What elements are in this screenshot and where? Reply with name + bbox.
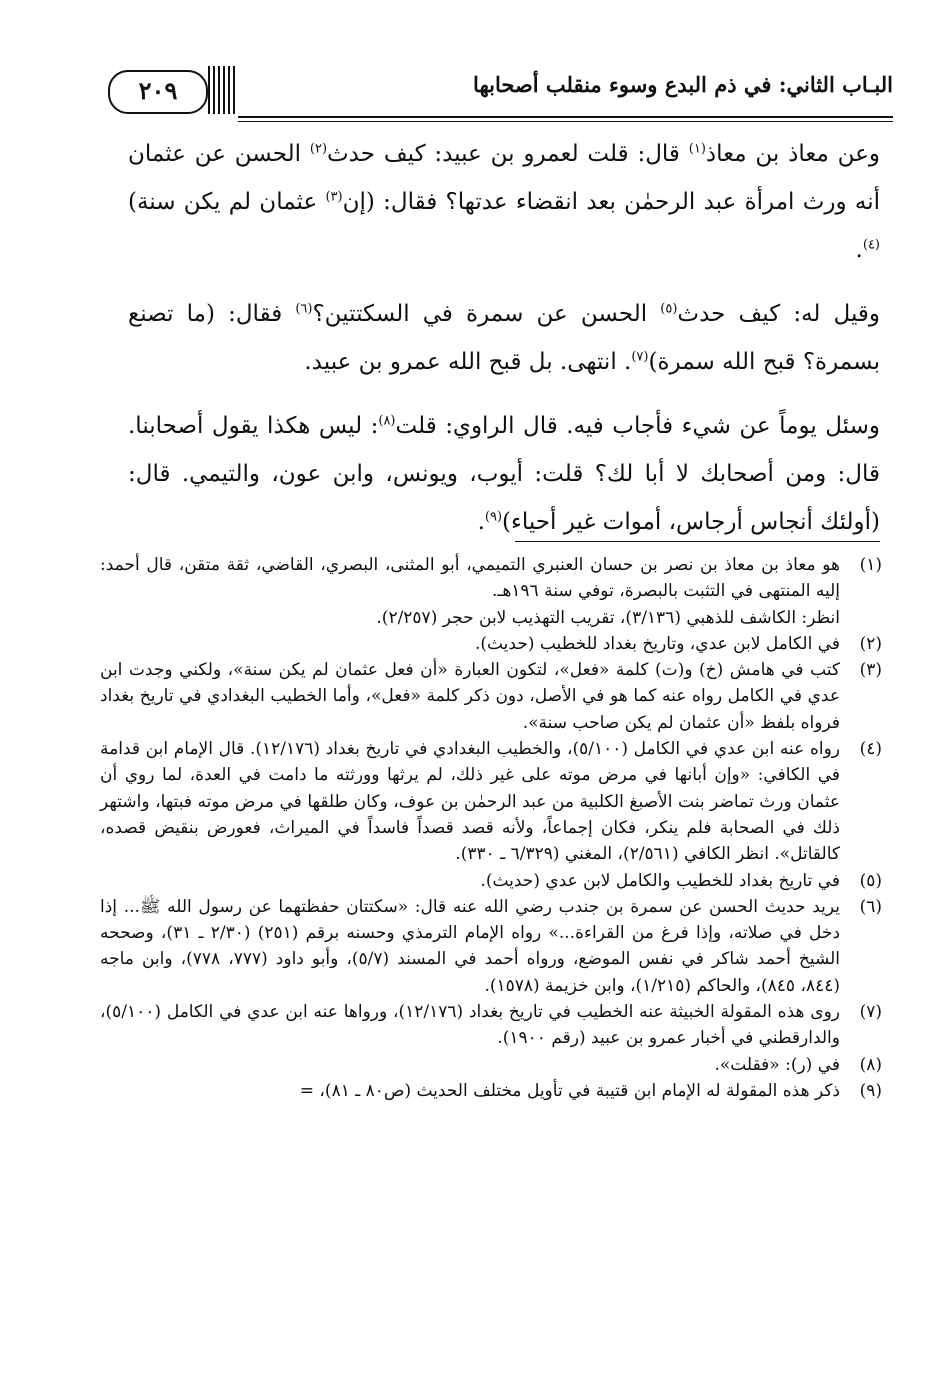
page-number-ornament <box>208 66 236 114</box>
text-run: . انتهى. بل قبح الله عمرو بن عبيد. <box>304 349 632 375</box>
footnote-ref: (٤) <box>862 237 880 253</box>
text-run: وسئل يوماً عن شيء فأجاب فيه. قال الراوي: قلت <box>395 413 880 439</box>
footnote-text <box>100 552 840 631</box>
footnote <box>100 1052 882 1078</box>
running-header <box>108 58 893 118</box>
footnote-number: (٥) <box>859 870 882 891</box>
footnote-number: (٧) <box>859 1002 882 1023</box>
footnote-ref: (٩) <box>484 509 503 525</box>
body-paragraph <box>128 290 880 386</box>
footnote-ref: (٧) <box>631 349 649 365</box>
text-run: الحسن عن عثمان أنه ورث امرأة عبد الرحمٰن بعد انقضاء عدتها؟ فقال: (إن <box>128 141 881 215</box>
footnote-ref: (١) <box>688 141 706 157</box>
footnote-ref: (٨) <box>378 413 396 429</box>
footnote-line: رواه عنه ابن عدي في الكامل (٥/١٠٠)، والخطيب البغدادي في تاريخ بغداد (١٢/١٧٦). قال الإمام ابن قدامة في الكافي: «وإن أبانها في مرض موته على غير ذلك، لم يرثها وورثته ما دامت في العدة، لما روي أن عثمان ورث تماضر بنت الأصبغ الكلبية من عبد الرحمٰن بن عوف، وكان طلقها في مرض موته فبتها، واشتهر ذلك في الصحابة فلم ينكر، فكان إجماعاً، ولأنه قصد قصداً فاسداً في الميراث، فعورض بنقيض قصده، كالقاتل». انظر الكافي (٢/٥٦١)، المغني (٦/٣٢٩ ـ ٣٣٠). <box>100 739 840 865</box>
footnote-text <box>100 999 840 1052</box>
body-paragraph <box>128 130 880 274</box>
footnote-line: روى هذه المقولة الخبيثة عنه الخطيب في تاريخ بغداد (١٢/١٧٦)، ورواها عنه ابن عدي في الكامل (٥/١٠٠)، والدارقطني في أخبار عمرو بن عبيد (رقم ١٩٠٠). <box>100 1002 840 1049</box>
footnote <box>100 868 882 894</box>
footnote-number: (٢) <box>859 633 882 654</box>
footnote-separator <box>515 541 880 542</box>
text-run: قال: قلت لعمرو بن عبيد: كيف حدث <box>327 141 689 167</box>
footnote <box>100 999 882 1052</box>
footnote-line: في (ر): «فقلت». <box>714 1054 840 1075</box>
footnote-text <box>100 1078 840 1104</box>
text-run: عثمان لم يكن سنة) <box>128 189 326 215</box>
footnote <box>100 631 882 657</box>
footnotes <box>100 552 882 1104</box>
header-rule <box>238 116 893 118</box>
footnote-ref: (٣) <box>325 189 343 205</box>
footnote-ref: (٢) <box>309 141 328 157</box>
text-run: فقال: (ما تصنع بسمرة؟ قبح الله سمرة) <box>128 301 880 375</box>
footnote-line: في تاريخ بغداد للخطيب والكامل لابن عدي (حديث). <box>480 870 840 891</box>
text-run: الحسن عن سمرة في السكتتين؟ <box>312 301 661 327</box>
footnote-number: (٤) <box>859 739 882 760</box>
footnote <box>100 552 882 631</box>
footnote-text <box>100 868 840 894</box>
page-number: ٢٠٩ <box>108 70 208 114</box>
text-run: وقيل له: كيف حدث <box>677 301 881 327</box>
footnote <box>100 1078 882 1104</box>
body-paragraph <box>128 402 880 546</box>
footnote-line: في الكامل لابن عدي، وتاريخ بغداد للخطيب (حديث). <box>474 633 840 654</box>
footnote-ref: (٦) <box>295 301 313 317</box>
footnote-line: انظر: الكاشف للذهبي (٣/١٣٦)، تقريب التهذيب لابن حجر (٢/٢٥٧). <box>376 607 840 628</box>
footnote-number: (٦) <box>859 896 882 917</box>
text-run: وعن معاذ بن معاذ <box>705 141 880 167</box>
footnote <box>100 736 882 867</box>
footnote-text <box>100 736 840 867</box>
footnote-text <box>100 631 840 657</box>
header-rule-thin <box>238 121 893 122</box>
footnote-line: هو معاذ بن معاذ بن نصر بن حسان العنبري التميمي، أبو المثنى، البصري، القاضي، ثقة متقن، قال أحمد: إليه المنتهى في التثبت بالبصرة، توفي سنة ١٩٦هـ. <box>100 555 840 602</box>
footnote-line: كتب في هامش (خ) و(ت) كلمة «فعل»، لتكون العبارة «أن فعل عثمان لم يكن سنة»، ولكني وجدت ابن عدي في الكامل رواه عنه كما هو في الأصل، دون ذكر كلمة «فعل»، وأما الخطيب البغدادي في تاريخ بغداد فرواه بلفظ «أن عثمان لم يكن صاحب سنة». <box>100 660 840 733</box>
text-run: . <box>477 509 485 535</box>
footnote <box>100 657 882 736</box>
footnote-number: (٩) <box>859 1080 882 1101</box>
footnote-text <box>100 1052 840 1078</box>
footnote-ref: (٥) <box>660 301 678 317</box>
footnote-text <box>100 894 840 999</box>
footnote-number: (٨) <box>859 1054 882 1075</box>
text-run: . <box>855 237 863 263</box>
footnote-text <box>100 657 840 736</box>
footnote-number: (١) <box>859 555 882 575</box>
text-run: : ليس هكذا يقول أصحابنا. قال: ومن أصحابك لا أبا لك؟ قلت: أيوب، ويونس، وابن عون، والتيمي. قال: (أولئك أنجاس أرجاس، أموات غير أحياء) <box>128 413 880 535</box>
footnote-number: (٣) <box>859 660 882 681</box>
footnote <box>100 894 882 999</box>
footnote-line: يريد حديث الحسن عن سمرة بن جندب رضي الله عنه قال: «سكتتان حفظتهما عن رسول الله ﷺ... إذا دخل في صلاته، وإذا فرغ من القراءة...» رواه الإمام الترمذي وحسنه برقم (٢٥١) (٢/٣٠ ـ ٣١)، وصححه الشيخ أحمد شاكر في نفس الموضع، ورواه أحمد في المسند (٥/٧)، وأبو داود (٧٧٧، ٧٧٨)، وابن ماجه (٨٤٤، ٨٤٥)، والحاكم (١/٢١٥)، وابن خزيمة (١٥٧٨). <box>100 896 841 996</box>
footnote-line: ذكر هذه المقولة له الإمام ابن قتيبة في تأويل مختلف الحديث (ص٨٠ ـ ٨١)، = <box>299 1080 840 1101</box>
chapter-title: البـاب الثاني: في ذم البدع وسوء منقلب أصحابها <box>473 72 893 97</box>
main-text <box>128 130 880 562</box>
